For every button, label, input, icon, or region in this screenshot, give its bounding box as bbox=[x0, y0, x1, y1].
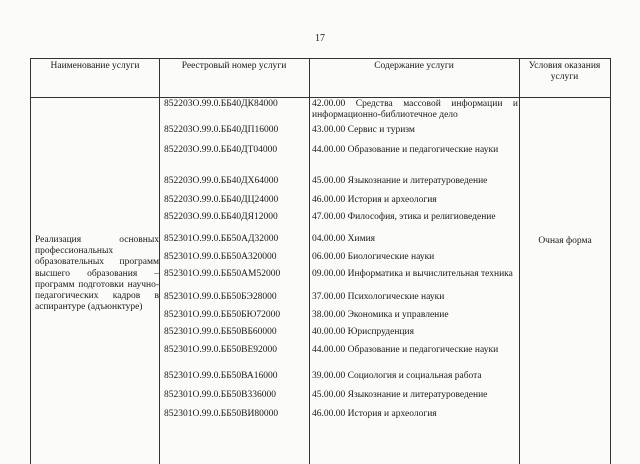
column-divider bbox=[309, 59, 310, 464]
registry-code: 852203О.99.0.ББ40ДТ04000 bbox=[164, 145, 278, 155]
service-content: 46.00.00 История и археология bbox=[312, 409, 437, 419]
service-content: 46.00.00 История и археология bbox=[312, 195, 437, 205]
services-table bbox=[30, 58, 611, 464]
service-content: 43.00.00 Сервис и туризм bbox=[312, 125, 415, 135]
service-name: Реализация основных профессиональных образовательных программ высшего образования – программ подготовки научно-педагогических кадров в аспирантуре (адъюнктуре) bbox=[35, 235, 159, 313]
service-content: 37.00.00 Психологические науки bbox=[312, 292, 445, 302]
service-content: 47.00.00 Философия, этика и религиоведение bbox=[312, 212, 496, 222]
service-content: 44.00.00 Образование и педагогические науки bbox=[312, 145, 499, 155]
header-name: Наименование услуги bbox=[50, 61, 140, 71]
column-divider bbox=[159, 59, 160, 464]
service-content: 42.00.00 Средства массовой информации и информационно-библиотечное дело bbox=[312, 99, 518, 120]
registry-code: 852301О.99.0.ББ50А320000 bbox=[164, 252, 277, 262]
service-content: 44.00.00 Образование и педагогические науки bbox=[312, 345, 499, 355]
registry-code: 852301О.99.0.ББ50АД32000 bbox=[164, 234, 279, 244]
registry-code: 852301О.99.0.ББ50ВБ60000 bbox=[164, 327, 277, 337]
service-content: 09.00.00 Информатика и вычислительная техника bbox=[312, 269, 513, 279]
registry-code: 852203О.99.0.ББ40ДК84000 bbox=[164, 99, 278, 109]
header-conditions: Условия оказания услуги bbox=[528, 61, 601, 82]
service-content: 45.00.00 Языкознание и литературоведение bbox=[312, 390, 488, 400]
registry-code: 852301О.99.0.ББ50ВА16000 bbox=[164, 371, 278, 381]
service-content: 45.00.00 Языкознание и литературоведение bbox=[312, 176, 488, 186]
registry-code: 852203О.99.0.ББ40ДП16000 bbox=[164, 125, 279, 135]
registry-code: 852301О.99.0.ББ50БЭ28000 bbox=[164, 292, 277, 302]
registry-code: 852301О.99.0.ББ50ВЕ92000 bbox=[164, 345, 278, 355]
service-content: 04.00.00 Химия bbox=[312, 234, 376, 244]
registry-code: 852301О.99.0.ББ50В336000 bbox=[164, 390, 276, 400]
header-content: Содержание услуги bbox=[374, 61, 454, 71]
column-divider bbox=[519, 59, 520, 464]
registry-code: 852301О.99.0.ББ50БЮ72000 bbox=[164, 310, 281, 320]
service-content: 39.00.00 Социология и социальная работа bbox=[312, 371, 482, 381]
service-conditions: Очная форма bbox=[538, 236, 592, 246]
registry-code: 852301О.99.0.ББ50АМ52000 bbox=[164, 269, 281, 279]
header-registry: Реестровый номер услуги bbox=[181, 61, 287, 71]
service-content: 06.00.00 Биологические науки bbox=[312, 252, 435, 262]
service-content: 40.00.00 Юриспруденция bbox=[312, 327, 414, 337]
service-content: 38.00.00 Экономика и управление bbox=[312, 310, 449, 320]
column-divider bbox=[610, 59, 611, 464]
header-divider bbox=[31, 97, 611, 98]
registry-code: 852203О.99.0.ББ40ДЦ24000 bbox=[164, 195, 279, 205]
registry-code: 852203О.99.0.ББ40ДХ64000 bbox=[164, 176, 279, 186]
registry-code: 852301О.99.0.ББ50ВИ80000 bbox=[164, 409, 279, 419]
registry-code: 852203О.99.0.ББ40ДЯ12000 bbox=[164, 212, 278, 222]
page-number: 17 bbox=[315, 33, 325, 44]
